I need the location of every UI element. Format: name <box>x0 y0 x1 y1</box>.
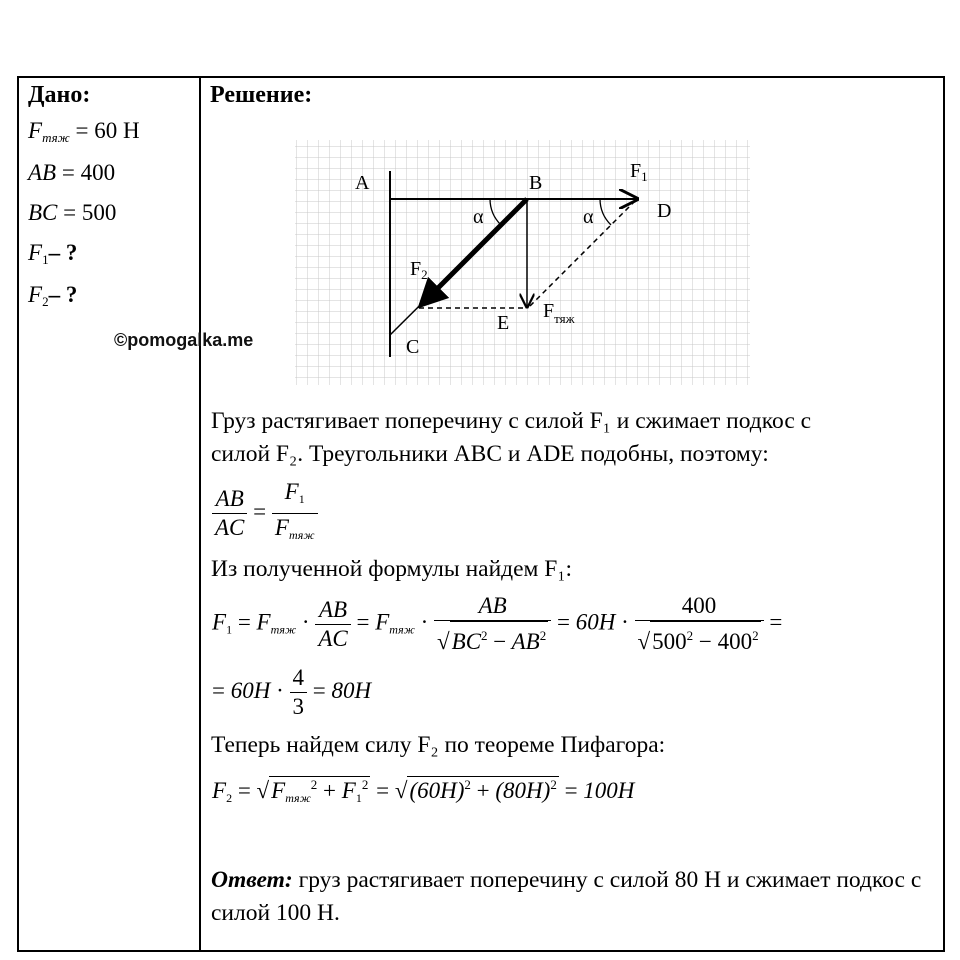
point-c-label: C <box>406 336 420 358</box>
f2-label: $F_2$ <box>410 258 428 282</box>
force-diagram <box>285 135 755 390</box>
f1-formula-line-1: F1 = Fтяж · $\frac{AB}{AC}$ = Fтяж · $\frac{AB}{√BC^2 - AB^2}$ = 60H · $\frac{400}{√500^2 - 400^2}$ = <box>212 593 783 654</box>
answer-text: груз растягивает поперечину с силой 80 Н и сжимает подкос с силой 100 Н. <box>211 867 922 926</box>
paragraph-3: Теперь найдем силу F₂ по теореме Пифагора: <box>211 732 666 758</box>
watermark: ©pomogalka.me <box>114 330 254 350</box>
alpha-label-b: α <box>473 206 484 228</box>
paragraph-2: Из полученной формулы найдем F₁: <box>211 556 573 582</box>
paragraph-1-line-1: Груз растягивает поперечину с силой F₁ и сжимает подкос с <box>211 408 812 434</box>
given-ab: AB = 400 <box>28 160 116 185</box>
given-f2-unknown: $F_2-$ ? <box>28 282 78 309</box>
point-a-label: A <box>355 172 370 194</box>
paragraph-1-line-2: силой F₂. Треугольники ABC и ADE подобны, поэтому: <box>211 441 769 467</box>
ratio-formula: $\frac{AB}{AC}$ = $\frac{F1}{\text{Fтяж}}$ <box>212 478 318 549</box>
alpha-label-d: α <box>583 206 594 228</box>
given-header: Дано: <box>28 82 91 108</box>
f2-formula: F2 = √Fтяж$^2$ + $F1^2 = √(60H)^2 + (80H)^2 = 100H$ <box>212 777 635 805</box>
f1-label: $F_1$ <box>630 160 648 184</box>
answer <box>211 864 931 930</box>
gravity-label: $F_{тяж}$ <box>543 300 575 326</box>
given-f1-unknown: $F_1-$ ? <box>28 240 78 267</box>
f1-formula-line-2: = 60H · $\frac{4}{3}$ = 80H <box>212 665 372 719</box>
given-bc: BC = 500 <box>28 200 117 225</box>
solution-header: Решение: <box>210 82 313 108</box>
point-d-label: D <box>657 200 672 222</box>
point-e-label: E <box>497 312 510 334</box>
point-b-label: B <box>529 172 543 194</box>
column-divider <box>199 76 201 952</box>
answer-label: Ответ: <box>211 867 293 893</box>
given-gravity-force: $F_{тяж} = 60$ Н <box>28 118 140 145</box>
